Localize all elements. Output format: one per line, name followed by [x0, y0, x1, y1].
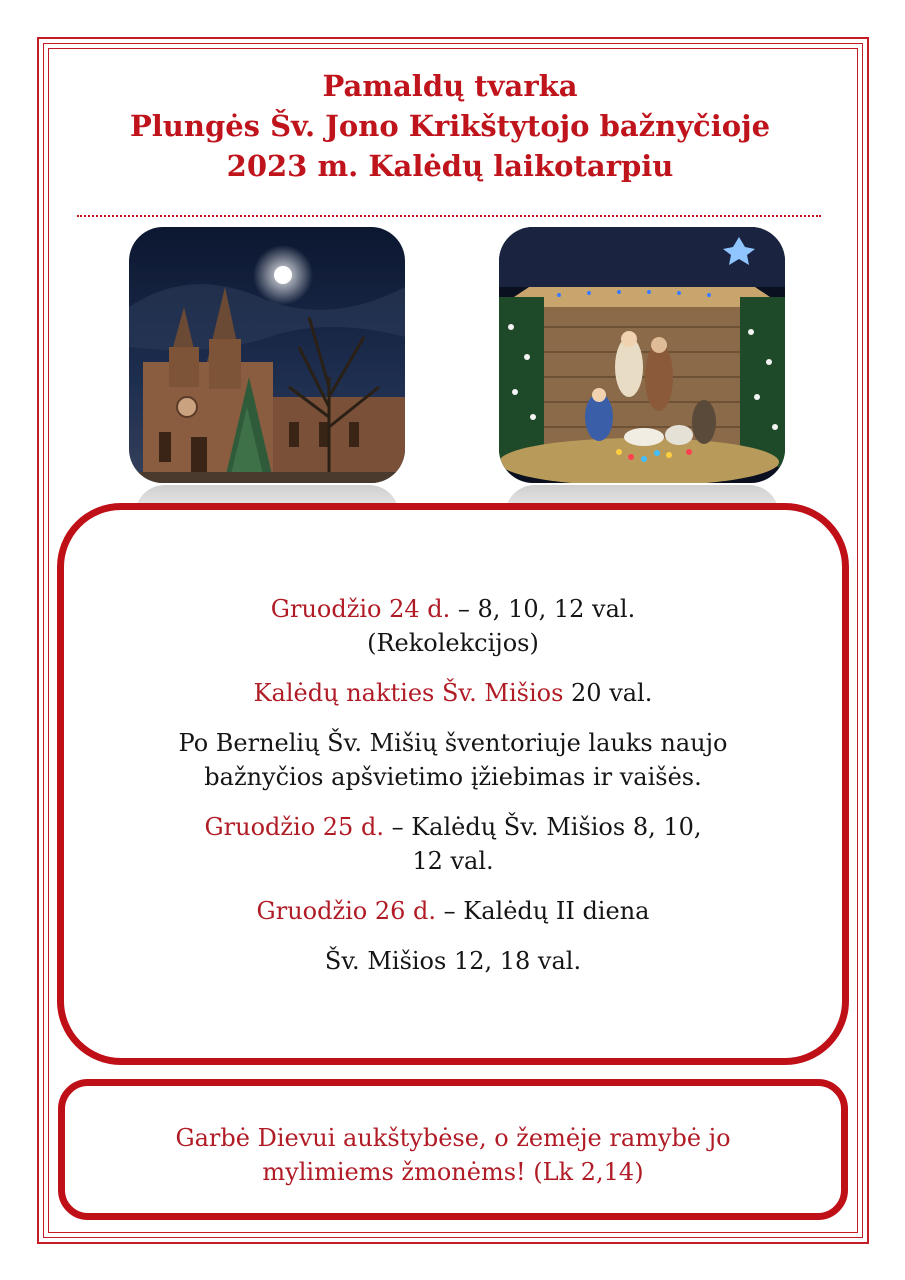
- schedule-list: [64, 592, 842, 994]
- date-dec-25: Gruodžio 25 d.: [204, 813, 384, 841]
- nativity-illustration: [499, 227, 785, 483]
- schedule-item-dec-25: [64, 810, 842, 878]
- desc-dec-26: – Kalėdų II diena: [436, 897, 650, 925]
- quote-line-1: Garbė Dievui aukštybėse, o žemėje ramybė jo: [175, 1124, 731, 1152]
- title-line-2: Plungės Šv. Jono Krikštytojo bažnyčioje: [129, 109, 771, 143]
- schedule-item-christmas-eve: [64, 676, 842, 710]
- title-christmas-eve-mass: Kalėdų nakties Šv. Mišios: [253, 679, 564, 707]
- note-dec-24: (Rekolekcijos): [367, 629, 539, 657]
- times-dec-24: – 8, 10, 12 val.: [450, 595, 636, 623]
- quote-line-2: mylimiems žmonėms! (Lk 2,14): [262, 1158, 644, 1186]
- lighting-line-1: Po Bernelių Šv. Mišių šventoriuje lauks naujo: [178, 729, 728, 757]
- church-illustration: [129, 227, 405, 483]
- date-dec-26: Gruodžio 26 d.: [256, 897, 437, 925]
- schedule-item-dec-26: [64, 894, 842, 928]
- nativity-photo: [499, 227, 785, 483]
- lighting-line-2: bažnyčios apšvietimo įžiebimas ir vaišės.: [204, 763, 702, 791]
- schedule-item-lighting: [64, 726, 842, 794]
- dotted-divider: [77, 215, 821, 217]
- title-line-1: Pamaldų tvarka: [322, 69, 578, 103]
- times-dec-26: Šv. Mišios 12, 18 val.: [324, 947, 582, 975]
- schedule-item-dec-24: [64, 592, 842, 660]
- time-christmas-eve: 20 val.: [563, 679, 653, 707]
- times-dec-25: – Kalėdų Šv. Mišios 8, 10,: [383, 813, 702, 841]
- schedule-box: [57, 503, 849, 1065]
- schedule-item-dec-26-times: [64, 944, 842, 978]
- date-dec-24: Gruodžio 24 d.: [270, 595, 451, 623]
- times-dec-25-cont: 12 val.: [412, 847, 494, 875]
- page-title: [50, 66, 850, 186]
- quote-box: [58, 1079, 848, 1220]
- church-photo: [129, 227, 405, 483]
- title-line-3: 2023 m. Kalėdų laikotarpiu: [226, 149, 674, 183]
